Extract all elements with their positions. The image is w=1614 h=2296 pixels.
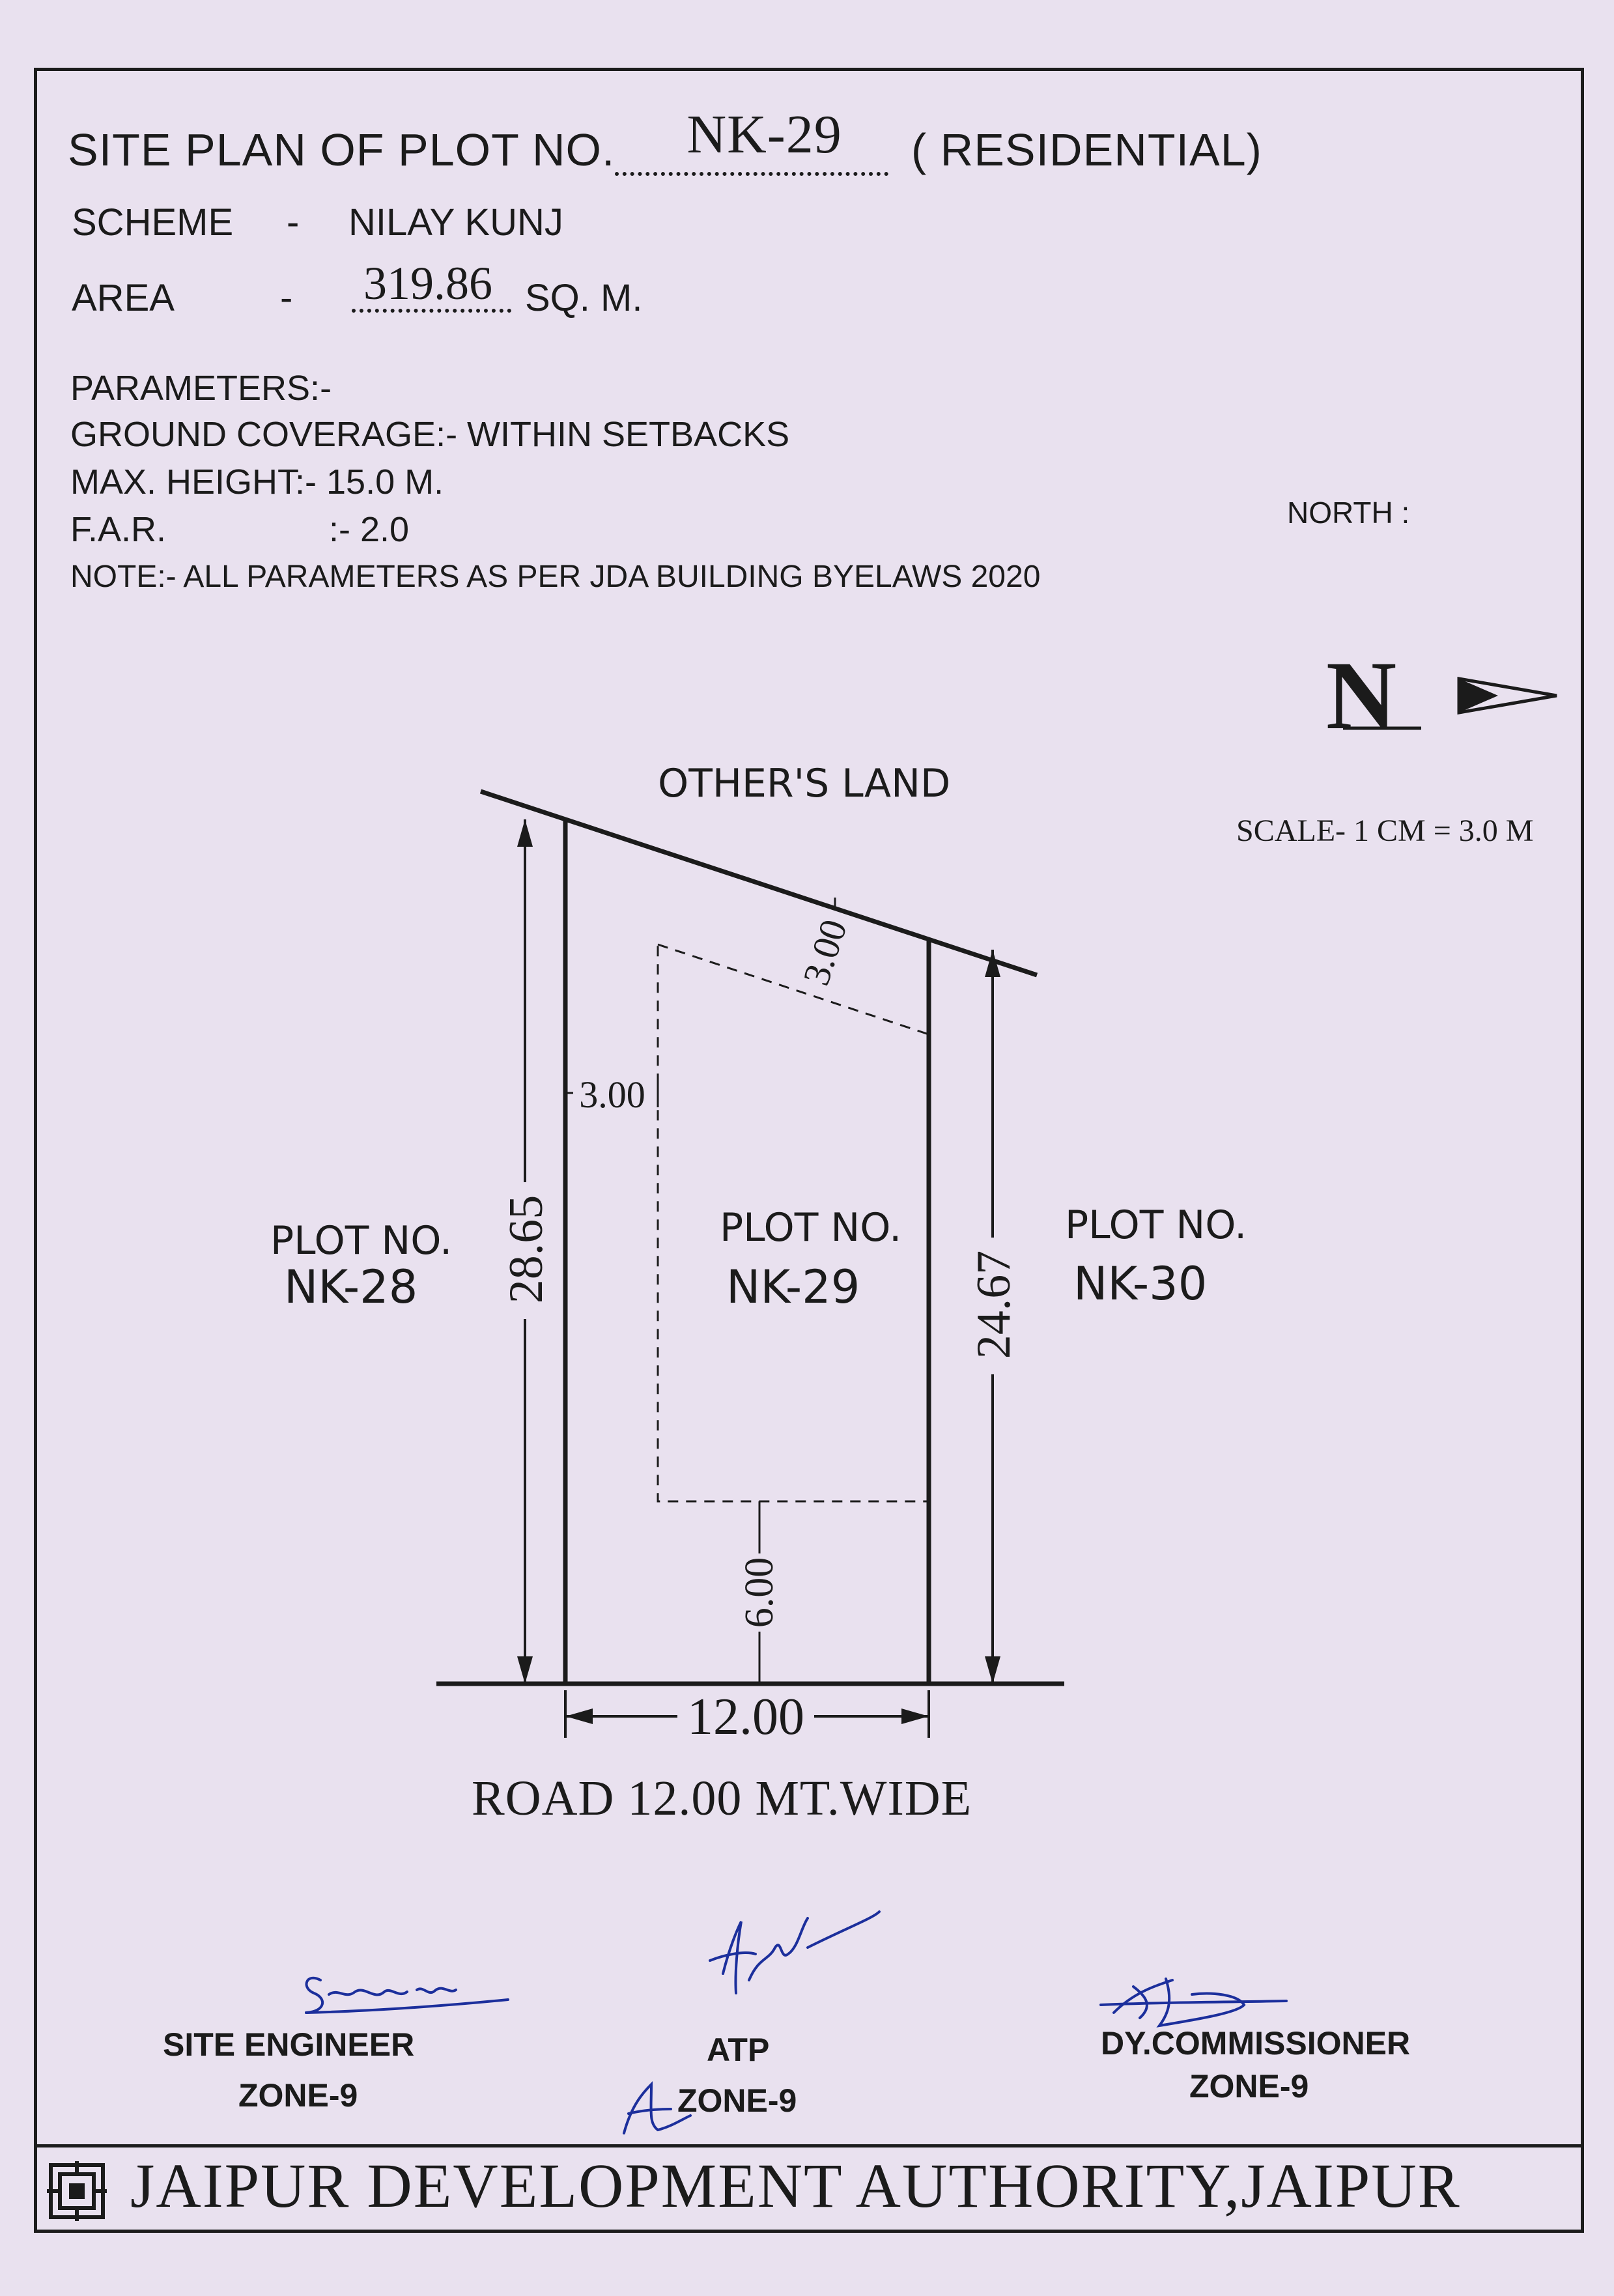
- others-land-label: OTHER'S LAND: [658, 761, 951, 806]
- bylaws-note: NOTE:- ALL PARAMETERS AS PER JDA BUILDING BYELAWS 2020: [70, 560, 1041, 594]
- side-setback-value: 3.00: [579, 1073, 645, 1116]
- atp-zone: ZONE-9: [677, 2082, 797, 2119]
- scheme-label: SCHEME: [72, 201, 234, 244]
- area-unit: SQ. M.: [525, 277, 643, 319]
- dy-commissioner-signature: [1101, 1979, 1286, 2026]
- north-letter: N: [1325, 642, 1397, 750]
- ground-coverage: GROUND COVERAGE:- WITHIN SETBACKS: [70, 415, 790, 454]
- area-sep: -: [280, 277, 293, 319]
- plot-no-value: NK-29: [687, 104, 842, 165]
- scheme-value: NILAY KUNJ: [348, 201, 563, 244]
- left-plot-no: NK-28: [284, 1260, 418, 1314]
- site-engineer-zone: ZONE-9: [238, 2077, 358, 2114]
- title-suffix: ( RESIDENTIAL): [911, 124, 1262, 175]
- dy-commissioner-zone: ZONE-9: [1189, 2068, 1309, 2105]
- right-plot-no: NK-30: [1073, 1257, 1208, 1311]
- left-plot-label: PLOT NO.: [270, 1218, 453, 1264]
- center-plot-label: PLOT NO.: [720, 1205, 902, 1251]
- left-dim-arrow-bottom: [517, 1656, 533, 1684]
- center-plot-no: NK-29: [726, 1260, 860, 1314]
- front-dim-arrow-right: [901, 1708, 929, 1724]
- max-height: MAX. HEIGHT:- 15.0 M.: [70, 462, 444, 502]
- site-engineer-title: SITE ENGINEER: [163, 2026, 415, 2063]
- site-engineer-signature: [306, 1978, 508, 2013]
- front-dim-arrow-left: [565, 1708, 593, 1724]
- area-label: AREA: [72, 277, 175, 319]
- north-arrow-icon: [1326, 642, 1557, 750]
- footer-authority: JAIPUR DEVELOPMENT AUTHORITY,JAIPUR: [130, 2151, 1461, 2220]
- left-dimension-value: 28.65: [500, 1195, 553, 1304]
- north-label: NORTH :: [1287, 496, 1410, 530]
- scheme-sep: -: [287, 201, 300, 244]
- dy-commissioner-title: DY.COMMISSIONER: [1101, 2025, 1411, 2062]
- right-dim-arrow-bottom: [985, 1656, 1000, 1684]
- rear-setback-value: 3.00: [794, 914, 856, 991]
- road-label: ROAD 12.00 MT.WIDE: [472, 1771, 972, 1826]
- parameters-heading: PARAMETERS:-: [70, 369, 332, 408]
- right-dimension-value: 24.67: [967, 1250, 1021, 1359]
- far-value: :- 2.0: [329, 510, 410, 549]
- right-plot-label: PLOT NO.: [1065, 1202, 1247, 1248]
- footer-rule: [37, 2144, 1581, 2147]
- left-dim-arrow-top: [517, 819, 533, 847]
- atp-title: ATP: [707, 2032, 770, 2068]
- scale-label: SCALE- 1 CM = 3.0 M: [1236, 814, 1534, 848]
- front-dimension-value: 12.00: [687, 1688, 804, 1746]
- jda-logo-icon: [47, 2161, 107, 2221]
- area-value: 319.86: [363, 257, 492, 309]
- far-label: F.A.R.: [70, 510, 167, 549]
- front-setback-value: 6.00: [737, 1557, 782, 1628]
- title-prefix: SITE PLAN OF PLOT NO.: [68, 124, 616, 175]
